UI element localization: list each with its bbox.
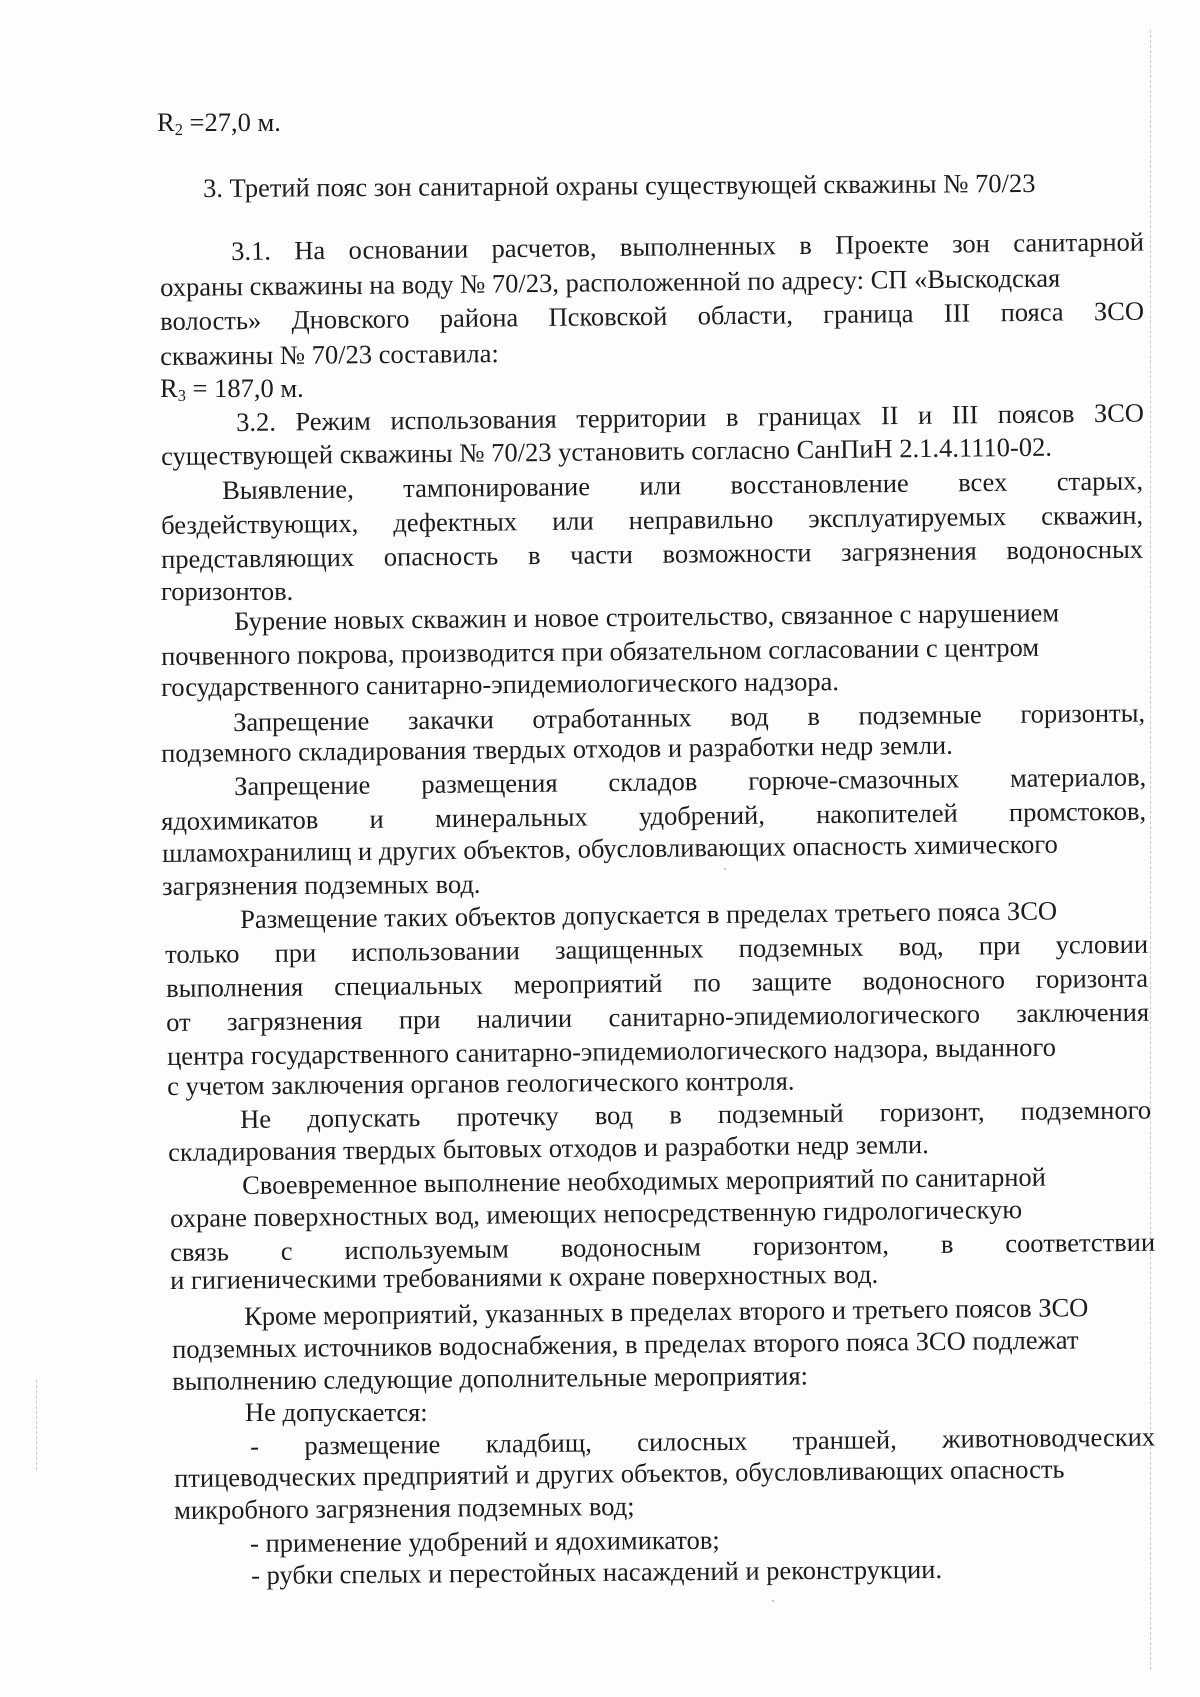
para-leak-line-1: Не допускать протечку вод в подземный горизонт, подземного [240,1094,1152,1134]
para-detect-line-2: бездействующих, дефектных или неправильно эксплуатируемых скважин, [161,499,1144,540]
para-ban1-line-1: Запрещение закачки отработанных вод в подземные горизонты, [233,697,1146,737]
para-ban2-line-1: Запрещение размещения складов горюче-смазочных материалов, [234,761,1147,801]
para-3-1-line-2: охраны скважины на воду № 70/23, расположенной по адресу: СП «Выскодская [160,262,1061,302]
para-timely-line-2: охране поверхностных вод, имеющих непосредственную гидрологическую [170,1194,1023,1233]
list-item-1-line-2: птицеводческих предприятий и других объектов, обусловливающих опасность [174,1453,1065,1493]
para-3-1-line-1: 3.1. На основании расчетов, выполненных в Проекте зон санитарной [231,226,1145,266]
para-3-1-line-3: волость» Дновского района Псковской области, граница III пояса ЗСО [160,295,1145,336]
para-place-line-5: центра государственного санитарно-эпидемиологического надзора, выданного [167,1031,1057,1071]
para-timely-line-1: Своевременное выполнение необходимых мероприятий по санитарной [242,1161,1047,1200]
para-timely-line-3: связь с используемым водоносным горизонтом, в соответствии [170,1226,1156,1267]
para-besides-line-3: выполнению следующие дополнительные мероприятия: [172,1360,809,1396]
para-besides-line-1: Кроме мероприятий, указанных в пределах второго и третьего поясов ЗСО [244,1292,1089,1331]
para-place-line-4: от загрязнения при наличии санитарно-эпидемиологического заключения [166,996,1150,1037]
para-drill-line-3: государственного санитарно-эпидемиологического надзора. [161,666,840,702]
para-leak-line-2: складирования твердых бытовых отходов и разработки недр земли. [168,1129,929,1167]
para-3-2-line-1: 3.2. Режим использования территории в границах II и III поясов ЗСО [236,397,1145,437]
formula-r3: $R_3 = 187,0$ м. [160,373,304,406]
para-drill-line-2: почвенного покрова, производится при обязательном согласовании с центром [161,631,1040,671]
section-heading: 3. Третий пояс зон санитарной охраны существующей скважины № 70/23 [203,167,1036,203]
para-detect-line-3: представляющих опасность в части возможности загрязнения водоносных [161,533,1144,574]
para-3-2-line-2: существующей скважины № 70/23 установить согласно СанПиН 2.1.4.1110-02. [161,431,1053,471]
para-detect-line-1: Выявление, тампонирование или восстановление всех старых, [222,465,1144,505]
list-item-1-line-3: микробного загрязнения подземных вод; [174,1490,635,1525]
para-ban2-line-3: шламохранилищ и других объектов, обусловливающих опасность химического [162,828,1058,868]
para-ban2-line-2: ядохимикатов и минеральных удобрений, накопителей промстоков, [161,795,1147,836]
para-ban1-line-2: подземного складирования твердых отходов и разработки недр земли. [161,729,953,768]
list-item-2: - применение удобрений и ядохимикатов; [250,1524,720,1558]
para-drill-line-1: Бурение новых скважин и новое строительство, связанное с нарушением [234,597,1060,636]
list-item-3: - рубки спелых и перестойных насаждений и реконструкции. [251,1553,943,1590]
list-item-1-line-1: - размещение кладбищ, силосных траншей, животноводческих [250,1421,1156,1461]
not-allowed-heading: Не допускается: [245,1397,428,1427]
para-detect-line-4: горизонтов. [161,576,294,606]
para-3-1-line-4: скважины № 70/23 составила: [160,338,499,371]
para-place-line-3: выполнения специальных мероприятий по защите водоносного горизонта [166,962,1149,1003]
para-place-line-6: с учетом заключения органов геологического контроля. [167,1065,795,1101]
para-besides-line-2: подземных источников водоснабжения, в пределах второго пояса ЗСО подлежат [172,1324,1079,1364]
para-timely-line-4: и гигиеническими требованиями к охране поверхностных вод. [170,1258,879,1295]
formula-r2: $R_2 =27,0$ м. [157,107,281,140]
para-place-line-1: Размещение таких объектов допускается в пределах третьего пояса ЗСО [240,895,1058,934]
para-ban2-line-4: загрязнения подземных вод. [162,868,481,901]
para-place-line-2: только при использовании защищенных подземных вод, при условии [165,928,1149,969]
